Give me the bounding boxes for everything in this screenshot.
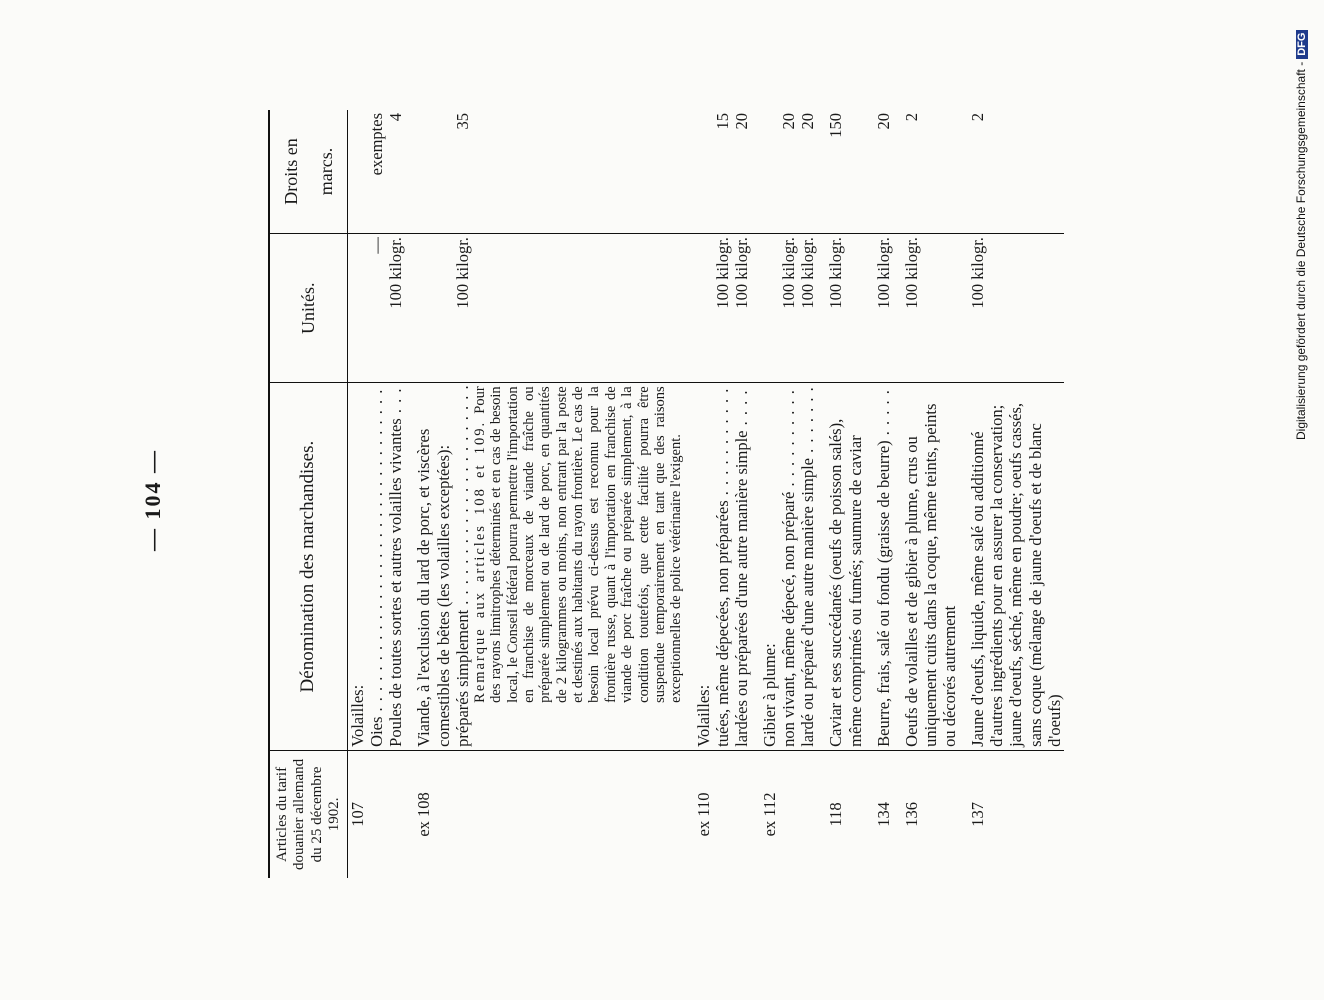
tariff-table (268, 110, 1064, 878)
table-row (779, 110, 798, 878)
header-name: Dénomination des marchandises. (269, 383, 348, 751)
duty: 20 (779, 113, 799, 130)
goods-name: Beurre, frais, salé ou fondu (graisse de beurre) . . . (874, 386, 893, 747)
unit: 100 kilogr. (968, 234, 1064, 383)
table-header (269, 110, 348, 878)
goods-name: Viande, à l'exclusion du lard de porc, et viscères comestibles de bêtes (les volailles exceptées): (414, 383, 452, 751)
table-row (826, 110, 864, 878)
article-number: ex 110 (694, 750, 713, 878)
unit: 100 kilogr. (874, 234, 893, 383)
header-duty: Droits en marcs. (281, 138, 336, 205)
remark (472, 386, 685, 747)
table-row (386, 110, 405, 878)
goods-name: Volailles: (694, 383, 713, 751)
unit: 100 kilogr. (732, 234, 751, 383)
goods-name: Caviar et ses succédanés (oeufs de poisson salés), même comprimés ou fumés; saumure de caviar (826, 383, 864, 751)
duty: 20 (798, 113, 818, 130)
header-article: Articles du tarif douanier allemand du 25 décembre 1902. (269, 750, 348, 878)
table-row (414, 110, 452, 878)
article-number: 118 (826, 750, 864, 878)
table-row (367, 110, 386, 878)
goods-name: Jaune d'oeufs, liquide, même salé ou additionné d'autres ingrédients pour en assurer la conservation; jaune d'oeufs, séché, même en poudre; oeufs cassés, sans coque (mélange de jaune d'oeufs et de blanc d'oeufs) (968, 383, 1064, 751)
goods-name: Volailles: (348, 383, 368, 751)
table-row (694, 110, 713, 878)
goods-name: tuées, même dépecées, non préparées . . . (713, 386, 732, 747)
table-row (348, 110, 368, 878)
table-row (798, 110, 817, 878)
table-row (760, 110, 779, 878)
digitization-credit (1294, 30, 1308, 440)
unit: 100 kilogr. (386, 234, 405, 383)
duty: exemptes (367, 113, 387, 176)
table-row (874, 110, 893, 878)
goods-name: lardées ou préparées d'une autre manière simple . . . (732, 386, 751, 747)
goods-name: préparés simplement . . . (453, 386, 472, 747)
table-row (713, 110, 732, 878)
article-number: 137 (968, 750, 1064, 878)
unit: 100 kilogr. (713, 234, 732, 383)
dfg-logo: DFG (1296, 30, 1308, 59)
goods-name: Poules de toutes sortes et autres volailles vivantes . . . (386, 386, 405, 747)
table-row (453, 110, 472, 878)
credit-text: Digitalisierung gefördert durch die Deutsche Forschungsgemeinschaft - (1294, 61, 1308, 440)
remark-title: Remarque aux articles 108 et 109. (471, 420, 488, 703)
goods-name: Gibier à plume: (760, 383, 779, 751)
table-row (968, 110, 1064, 878)
unit: 100 kilogr. (798, 234, 817, 383)
remark-text: Pour des rayons limitrophes déterminés et en cas de besoin local, le Conseil fédéral pourra permettre l'importation en franchise de morceaux de viande fraîche ou préparée simplement ou de lard de porc, en quantités de 2 kilogrammes ou moins, non entrant par la poste et destinés aux habitants du rayon frontière. Le cas de besoin local prévu ci-dessus est reconnu pour la frontière russe, quant à l'importation en franchise de viande de porc fraîche ou préparée simplement, à la condition toutefois, que cette facilité pourra être suspendue temporairement en tant que des raisons exceptionnelles de police vétérinaire l'exigent. (471, 386, 685, 703)
duty: 20 (731, 113, 751, 130)
duty: 15 (712, 113, 732, 130)
duty: 2 (901, 113, 921, 122)
unit: — (367, 234, 386, 383)
duty: 20 (873, 113, 893, 130)
goods-name: non vivant, même dépecé, non préparé . . . (779, 386, 798, 747)
table-row (902, 110, 959, 878)
duty: 150 (826, 113, 846, 138)
table-row (732, 110, 751, 878)
header-unit: Unités. (269, 234, 348, 383)
page-number: — 104 — (140, 449, 165, 551)
article-number: 107 (348, 750, 368, 878)
duty: 4 (386, 113, 406, 122)
goods-name: Oies . . . (367, 386, 386, 747)
article-number: ex 112 (760, 750, 779, 878)
duty: 35 (452, 113, 472, 130)
article-number: 136 (902, 750, 959, 878)
unit: 100 kilogr. (779, 234, 798, 383)
unit: 100 kilogr. (826, 234, 864, 383)
unit: 100 kilogr. (902, 234, 959, 383)
goods-name: lardé ou préparé d'une autre manière simple . . . (798, 386, 817, 747)
duty: 2 (968, 113, 988, 122)
table-row (472, 110, 685, 878)
goods-name: Oeufs de volailles et de gibier à plume, crus ou uniquement cuits dans la coque, même teints, peints ou décorés autrement (902, 383, 959, 751)
article-number: ex 108 (414, 750, 452, 878)
article-number: 134 (874, 750, 893, 878)
unit: 100 kilogr. (453, 234, 472, 383)
